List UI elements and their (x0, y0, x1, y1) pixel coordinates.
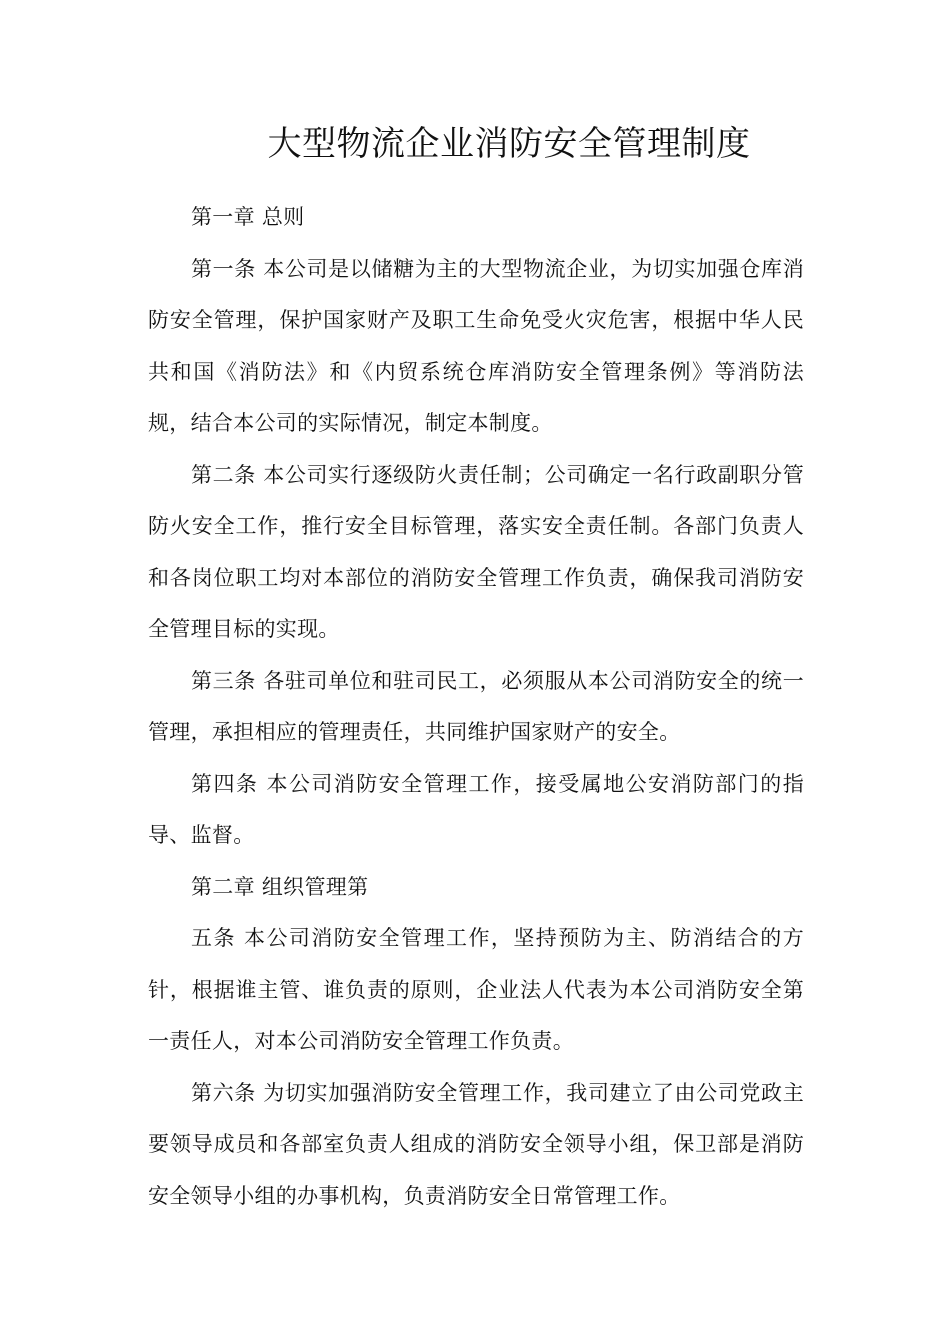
article-paragraph: 第一条 本公司是以储糖为主的大型物流企业，为切实加强仓库消防安全管理，保护国家财产及职工生命免受火灾危害，根据中华人民共和国《消防法》和《内贸系统仓库消防安全管理条例》等消防法规，结合本公司的实际情况，制定本制度。 (148, 256, 804, 435)
article-paragraph: 第六条 为切实加强消防安全管理工作，我司建立了由公司党政主要领导成员和各部室负责人组成的消防安全领导小组，保卫部是消防安全领导小组的办事机构，负责消防安全日常管理工作。 (148, 1080, 804, 1208)
document-body (148, 192, 804, 1222)
article-paragraph: 第四条 本公司消防安全管理工作，接受属地公安消防部门的指导、监督。 (148, 771, 804, 847)
chapter-heading: 第二章 组织管理第 (191, 874, 369, 899)
document-title: 大型物流企业消防安全管理制度 (267, 124, 751, 164)
chapter-heading: 第一章 总则 (191, 205, 305, 229)
article-paragraph: 第二条 本公司实行逐级防火责任制；公司确定一名行政副职分管防火安全工作，推行安全目标管理，落实安全责任制。各部门负责人和各岗位职工均对本部位的消防安全管理工作负责，确保我司消防安全管理目标的实现。 (148, 462, 804, 641)
article-paragraph: 第三条 各驻司单位和驻司民工，必须服从本公司消防安全的统一管理，承担相应的管理责任，共同维护国家财产的安全。 (148, 668, 804, 744)
article-paragraph: 五条 本公司消防安全管理工作，坚持预防为主、防消结合的方针，根据谁主管、谁负责的原则，企业法人代表为本公司消防安全第一责任人，对本公司消防安全管理工作负责。 (148, 926, 804, 1053)
